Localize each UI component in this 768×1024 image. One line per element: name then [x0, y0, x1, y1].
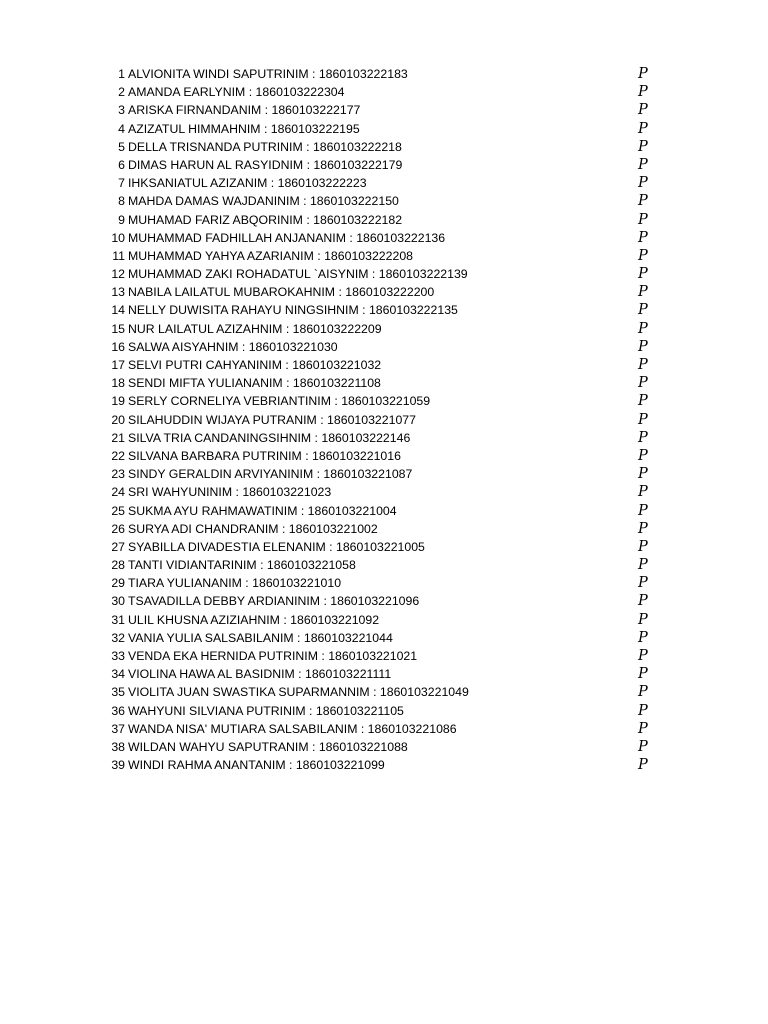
- list-item: [104, 211, 664, 229]
- list-item: [104, 429, 664, 447]
- presence-mark: P: [638, 611, 648, 628]
- student-entry: AZIZATUL HIMMAHNIM : 1860103222195: [128, 121, 360, 136]
- list-item: [104, 502, 664, 520]
- row-number: 10: [111, 230, 125, 245]
- presence-mark: P: [638, 193, 648, 210]
- student-entry: DIMAS HARUN AL RASYIDNIM : 1860103222179: [128, 157, 403, 172]
- student-entry: SURYA ADI CHANDRANIM : 1860103221002: [128, 521, 378, 536]
- list-item: [104, 592, 664, 610]
- list-item: [104, 702, 664, 720]
- presence-mark: P: [638, 720, 648, 737]
- student-entry: SRI WAHYUNINIM : 1860103221023: [128, 485, 332, 500]
- presence-mark: P: [638, 156, 648, 173]
- row-number: 39: [111, 758, 125, 773]
- list-item: [104, 738, 664, 756]
- row-number: 11: [112, 248, 125, 263]
- student-entry: NELLY DUWISITA RAHAYU NINGSIHNIM : 1860103222135: [128, 303, 458, 318]
- row-number: 9: [118, 212, 125, 227]
- list-item: [104, 556, 664, 574]
- list-item: [104, 756, 664, 774]
- row-number: 7: [118, 176, 125, 191]
- student-entry: NABILA LAILATUL MUBAROKAHNIM : 1860103222200: [128, 285, 435, 300]
- row-number: 37: [111, 721, 125, 736]
- list-item: [104, 574, 664, 592]
- presence-mark: P: [638, 502, 648, 519]
- presence-mark: P: [638, 302, 648, 319]
- presence-mark: P: [638, 429, 648, 446]
- row-number: 31: [111, 612, 125, 627]
- row-number: 6: [118, 157, 125, 172]
- student-entry: TSAVADILLA DEBBY ARDIANINIM : 1860103221096: [128, 594, 420, 609]
- student-entry: SILVANA BARBARA PUTRINIM : 1860103221016: [128, 448, 401, 463]
- row-number: 29: [111, 576, 125, 591]
- row-number: 17: [111, 358, 125, 372]
- list-item: [104, 520, 664, 538]
- row-number: 34: [111, 667, 125, 682]
- row-number: 16: [111, 339, 125, 354]
- presence-mark: P: [638, 447, 648, 464]
- presence-mark: P: [638, 120, 648, 137]
- list-item: [104, 192, 664, 210]
- list-item: [104, 611, 664, 629]
- presence-mark: P: [638, 575, 648, 592]
- row-number: 15: [111, 321, 125, 336]
- presence-mark: P: [638, 520, 648, 537]
- row-number: 13: [111, 285, 125, 300]
- row-number: 3: [118, 103, 125, 118]
- list-item: [104, 647, 664, 665]
- list-item: [104, 138, 664, 156]
- list-item: [104, 356, 664, 374]
- list-item: [104, 447, 664, 465]
- presence-mark: P: [638, 684, 648, 701]
- list-item: [104, 65, 664, 83]
- presence-mark: P: [638, 393, 648, 410]
- presence-mark: P: [638, 666, 648, 683]
- row-number: 5: [118, 139, 125, 154]
- row-number: 26: [111, 521, 125, 536]
- student-entry: WAHYUNI SILVIANA PUTRINIM : 1860103221105: [128, 703, 404, 718]
- student-entry: SERLY CORNELIYA VEBRIANTINIM : 1860103221059: [128, 394, 431, 409]
- presence-mark: P: [638, 466, 648, 483]
- list-item: [104, 229, 664, 247]
- attendance-list: [104, 65, 664, 774]
- list-item: [104, 374, 664, 392]
- list-item: [104, 483, 664, 501]
- list-item: [104, 411, 664, 429]
- student-entry: WANDA NISA' MUTIARA SALSABILANIM : 1860103221086: [128, 721, 457, 736]
- row-number: 33: [111, 649, 125, 663]
- presence-mark: P: [638, 629, 648, 646]
- student-entry: TIARA YULIANANIM : 1860103221010: [128, 576, 342, 591]
- presence-mark: P: [638, 247, 648, 264]
- list-item: [104, 156, 664, 174]
- presence-mark: P: [638, 702, 648, 719]
- student-entry: ARISKA FIRNANDANIM : 1860103222177: [128, 103, 361, 118]
- student-entry: SILVA TRIA CANDANINGSIHNIM : 1860103222146: [128, 430, 411, 445]
- presence-mark: P: [638, 102, 648, 119]
- list-item: [104, 120, 664, 138]
- presence-mark: P: [638, 648, 648, 664]
- student-entry: NUR LAILATUL AZIZAHNIM : 1860103222209: [128, 321, 382, 336]
- presence-mark: P: [638, 375, 648, 392]
- row-number: 21: [111, 430, 125, 445]
- presence-mark: P: [638, 757, 648, 774]
- row-number: 24: [111, 485, 125, 500]
- row-number: 2: [118, 85, 125, 100]
- student-entry: MUHAMAD FARIZ ABQORINIM : 1860103222182: [128, 212, 403, 227]
- row-number: 30: [111, 594, 125, 609]
- row-number: 27: [111, 539, 125, 554]
- list-item: [104, 301, 664, 319]
- row-number: 35: [111, 685, 125, 700]
- presence-mark: P: [638, 484, 648, 501]
- presence-mark: P: [638, 538, 648, 555]
- row-number: 22: [111, 448, 125, 463]
- list-item: [104, 665, 664, 683]
- row-number: 20: [111, 412, 125, 427]
- student-entry: SENDI MIFTA YULIANANIM : 1860103221108: [128, 376, 381, 391]
- row-number: 38: [111, 739, 125, 754]
- presence-mark: P: [638, 284, 648, 301]
- list-item: [104, 101, 664, 119]
- presence-mark: P: [638, 66, 648, 82]
- row-number: 32: [111, 630, 125, 645]
- student-entry: VANIA YULIA SALSABILANIM : 1860103221044: [128, 630, 393, 645]
- presence-mark: P: [638, 175, 648, 192]
- student-entry: SINDY GERALDIN ARVIYANINIM : 1860103221087: [128, 467, 413, 482]
- student-entry: TANTI VIDIANTARINIM : 1860103221058: [128, 558, 356, 573]
- list-item: [104, 320, 664, 338]
- student-entry: SYABILLA DIVADESTIA ELENANIM : 1860103221005: [128, 539, 425, 554]
- student-entry: VIOLINA HAWA AL BASIDNIM : 1860103221111: [128, 667, 392, 682]
- student-entry: IHKSANIATUL AZIZANIM : 1860103222223: [128, 176, 367, 191]
- student-entry: MUHAMMAD YAHYA AZARIANIM : 1860103222208: [128, 248, 414, 263]
- row-number: 25: [111, 503, 125, 518]
- presence-mark: P: [638, 411, 648, 428]
- row-number: 8: [118, 194, 125, 209]
- student-entry: WINDI RAHMA ANANTANIM : 1860103221099: [128, 758, 385, 773]
- row-number: 4: [118, 121, 125, 136]
- presence-mark: P: [638, 138, 648, 155]
- row-number: 18: [111, 376, 125, 391]
- presence-mark: P: [638, 211, 648, 228]
- row-number: 23: [111, 467, 125, 482]
- student-entry: MUHAMMAD ZAKI ROHADATUL `AISYNIM : 1860103222139: [128, 267, 468, 282]
- list-item: [104, 629, 664, 647]
- presence-mark: P: [638, 593, 648, 610]
- student-entry: VENDA EKA HERNIDA PUTRINIM : 1860103221021: [128, 649, 418, 663]
- list-item: [104, 174, 664, 192]
- row-number: 12: [111, 267, 125, 282]
- list-item: [104, 683, 664, 701]
- row-number: 19: [111, 394, 125, 409]
- list-item: [104, 538, 664, 556]
- presence-mark: P: [638, 229, 648, 246]
- presence-mark: P: [638, 557, 648, 574]
- list-item: [104, 283, 664, 301]
- presence-mark: P: [638, 266, 648, 283]
- row-number: 36: [111, 703, 125, 718]
- student-entry: SALWA AISYAHNIM : 1860103221030: [128, 339, 338, 354]
- student-entry: ULIL KHUSNA AZIZIAHNIM : 1860103221092: [128, 612, 380, 627]
- presence-mark: P: [638, 320, 648, 337]
- presence-mark: P: [638, 84, 648, 101]
- list-item: [104, 720, 664, 738]
- list-item: [104, 83, 664, 101]
- student-entry: SUKMA AYU RAHMAWATINIM : 1860103221004: [128, 503, 397, 518]
- student-entry: MUHAMMAD FADHILLAH ANJANANIM : 1860103222136: [128, 230, 446, 245]
- list-item: [104, 392, 664, 410]
- row-number: 1: [118, 67, 125, 81]
- list-item: [104, 247, 664, 265]
- row-number: 28: [111, 558, 125, 573]
- student-entry: WILDAN WAHYU SAPUTRANIM : 1860103221088: [128, 739, 408, 754]
- student-entry: AMANDA EARLYNIM : 1860103222304: [128, 85, 345, 100]
- presence-mark: P: [638, 338, 648, 355]
- presence-mark: P: [638, 357, 648, 373]
- list-item: [104, 465, 664, 483]
- list-item: [104, 338, 664, 356]
- student-entry: ALVIONITA WINDI SAPUTRINIM : 1860103222183: [128, 67, 408, 81]
- student-entry: DELLA TRISNANDA PUTRINIM : 1860103222218: [128, 139, 402, 154]
- student-entry: SILAHUDDIN WIJAYA PUTRANIM : 1860103221077: [128, 412, 416, 427]
- student-entry: MAHDA DAMAS WAJDANINIM : 1860103222150: [128, 194, 399, 209]
- presence-mark: P: [638, 738, 648, 755]
- student-entry: SELVI PUTRI CAHYANINIM : 1860103221032: [128, 358, 382, 372]
- list-item: [104, 265, 664, 283]
- row-number: 14: [111, 303, 125, 318]
- student-entry: VIOLITA JUAN SWASTIKA SUPARMANNIM : 1860103221049: [128, 685, 469, 700]
